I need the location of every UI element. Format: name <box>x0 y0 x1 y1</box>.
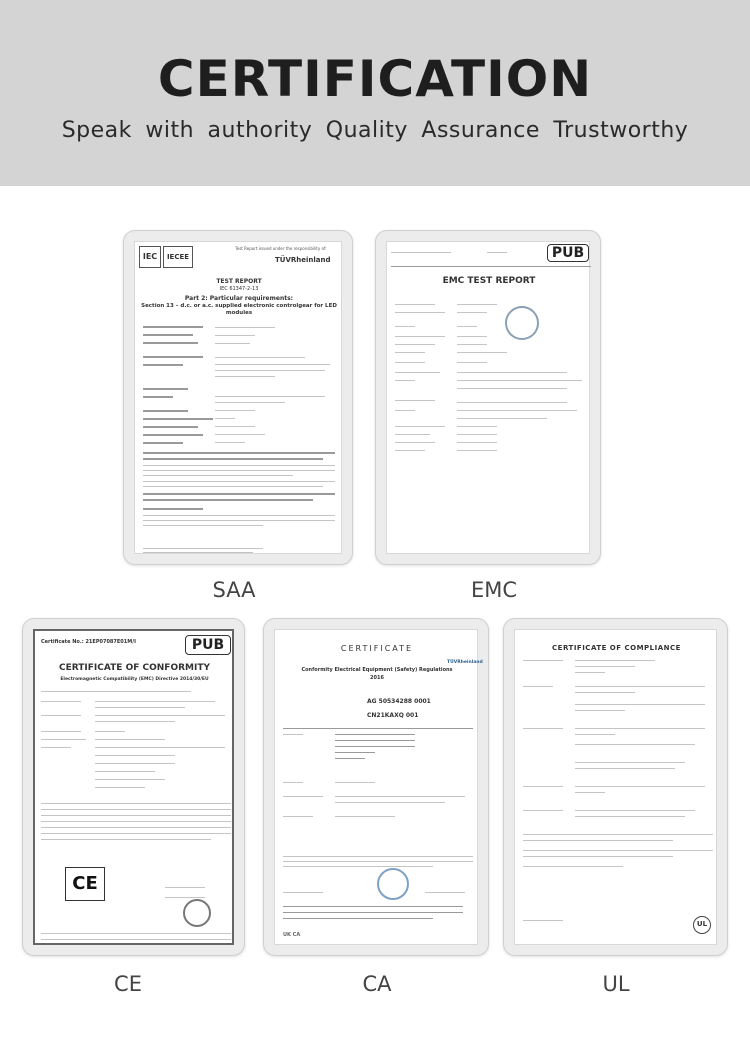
certificate-document-ce <box>33 629 234 945</box>
text-line <box>575 686 705 687</box>
text-line <box>395 362 425 363</box>
text-line <box>457 434 497 435</box>
text-line <box>143 356 203 358</box>
text-line <box>395 450 425 451</box>
text-line <box>165 887 205 888</box>
text-line <box>395 400 435 401</box>
text-line <box>575 710 625 711</box>
text-line <box>143 364 183 366</box>
text-line <box>95 747 225 748</box>
text-line <box>41 827 231 828</box>
text-line <box>523 786 563 787</box>
text-line <box>143 481 335 482</box>
certificate-document-ul <box>514 629 717 945</box>
text-line <box>283 912 463 913</box>
text-line <box>395 326 415 327</box>
text-line <box>335 746 415 747</box>
certificate-document-ca <box>274 629 483 945</box>
text-line <box>523 834 713 835</box>
text-line <box>395 304 435 305</box>
certificate-card-emc[interactable] <box>375 230 601 565</box>
text-line <box>41 739 86 740</box>
text-line <box>457 380 582 381</box>
document-title: TEST REPORT <box>216 278 262 285</box>
text-line <box>41 747 71 748</box>
text-line <box>95 701 215 702</box>
tuv-logo: TÜVRheinland <box>275 256 331 264</box>
text-line <box>283 861 473 862</box>
text-line <box>335 802 445 803</box>
text-line <box>283 782 303 783</box>
text-line <box>487 252 507 253</box>
ce-mark: CE <box>65 867 105 901</box>
certificate-document-emc <box>386 241 590 554</box>
text-line <box>395 344 435 345</box>
text-line <box>457 388 567 389</box>
text-line <box>215 442 245 443</box>
text-line <box>575 810 695 811</box>
iecee-logo: IECEE <box>163 246 193 268</box>
text-line <box>395 380 415 381</box>
certificate-card-ca[interactable] <box>263 618 489 956</box>
text-line <box>41 821 231 822</box>
text-line <box>215 426 255 427</box>
text-line <box>575 786 705 787</box>
text-line <box>215 343 250 344</box>
document-title: CERTIFICATE <box>340 644 414 653</box>
text-line <box>457 312 487 313</box>
text-line <box>283 796 323 797</box>
document-part: Part 2: Particular requirements: <box>184 295 294 302</box>
text-line <box>215 396 325 397</box>
text-line <box>283 918 433 919</box>
text-line <box>457 362 487 363</box>
text-line <box>335 796 465 797</box>
document-standard: IEC 61347-2-13 <box>219 286 259 292</box>
text-line <box>391 266 591 267</box>
text-line <box>523 850 713 851</box>
text-line <box>523 866 623 867</box>
text-line <box>283 728 473 729</box>
text-line <box>283 866 433 867</box>
text-line <box>335 782 375 783</box>
text-line <box>95 721 175 722</box>
text-line <box>575 762 685 763</box>
text-line <box>395 336 445 337</box>
text-line <box>215 434 265 435</box>
text-line <box>215 376 275 377</box>
header-banner <box>0 0 750 186</box>
text-line <box>575 704 705 705</box>
text-line <box>575 672 605 673</box>
text-line <box>575 744 695 745</box>
text-line <box>575 728 705 729</box>
text-line <box>143 552 253 553</box>
text-line <box>523 840 673 841</box>
text-line <box>523 810 563 811</box>
text-line <box>41 933 231 934</box>
text-line <box>95 707 185 708</box>
text-line <box>335 758 365 759</box>
text-line <box>41 839 211 840</box>
text-line <box>575 816 685 817</box>
text-line <box>143 508 203 510</box>
text-line <box>95 771 155 772</box>
text-line <box>143 525 263 526</box>
test-stamp <box>505 306 539 340</box>
text-line <box>457 450 497 451</box>
text-line <box>41 701 81 702</box>
text-line <box>41 815 231 816</box>
text-line <box>143 520 335 521</box>
text-line <box>283 906 463 907</box>
text-line <box>457 410 577 411</box>
text-line <box>95 715 225 716</box>
text-line <box>215 357 305 358</box>
text-line <box>143 499 313 501</box>
text-line <box>215 370 325 371</box>
text-line <box>95 779 165 780</box>
text-line <box>41 833 231 834</box>
text-line <box>457 442 497 443</box>
text-line <box>41 939 231 940</box>
certificate-card-ce[interactable] <box>22 618 245 956</box>
header-note: Test Report issued under the responsibility of: <box>235 246 327 251</box>
text-line <box>395 426 445 427</box>
document-subtitle: Electromagnetic Compatibility (EMC) Directive 2014/30/EU <box>60 677 209 682</box>
text-line <box>457 426 497 427</box>
text-line <box>283 856 473 857</box>
text-line <box>215 418 235 419</box>
text-line <box>95 763 175 764</box>
text-line <box>41 691 191 692</box>
text-line <box>143 434 203 436</box>
text-line <box>143 326 203 328</box>
text-line <box>41 715 81 716</box>
text-line <box>457 402 567 403</box>
text-line <box>95 731 125 732</box>
text-line <box>575 768 675 769</box>
text-line <box>95 755 175 756</box>
text-line <box>283 892 323 893</box>
certificate-label-ul: UL <box>602 972 630 996</box>
text-line <box>395 442 435 443</box>
text-line <box>575 734 615 735</box>
report-number: CN21KAXQ 001 <box>367 712 419 719</box>
certificate-number: Certificate No.: 21EP07087E01M/I <box>41 639 136 645</box>
text-line <box>457 326 477 327</box>
ul-mark: UL <box>693 916 711 934</box>
text-line <box>143 396 173 398</box>
text-line <box>575 692 635 693</box>
text-line <box>395 434 430 435</box>
text-line <box>283 734 303 735</box>
text-line <box>143 548 263 549</box>
pub-badge: PUB <box>547 244 589 262</box>
certificate-card-ul[interactable] <box>503 618 728 956</box>
text-line <box>143 465 335 466</box>
text-line <box>143 410 188 412</box>
text-line <box>143 418 213 420</box>
text-line <box>457 344 487 345</box>
text-line <box>143 458 323 460</box>
text-line <box>41 731 81 732</box>
tuv-seal <box>377 868 409 900</box>
text-line <box>143 334 193 336</box>
document-title: CERTIFICATE OF CONFORMITY <box>59 663 210 673</box>
text-line <box>457 372 567 373</box>
certificate-label-saa: SAA <box>212 578 256 602</box>
text-line <box>143 515 335 516</box>
document-section: Section 13 – d.c. or a.c. supplied electronic controlgear for LED modules <box>141 303 337 316</box>
text-line <box>395 312 445 313</box>
text-line <box>215 327 275 328</box>
text-line <box>95 739 165 740</box>
certificate-card-saa[interactable] <box>123 230 353 565</box>
text-line <box>575 660 655 661</box>
text-line <box>215 335 255 336</box>
text-line <box>457 336 487 337</box>
text-line <box>41 803 231 804</box>
text-line <box>523 660 563 661</box>
text-line <box>143 388 188 390</box>
tuv-logo: TÜVRheinland <box>447 660 483 665</box>
text-line <box>215 402 285 403</box>
text-line <box>215 410 255 411</box>
certificate-label-ca: CA <box>362 972 392 996</box>
text-line <box>143 442 183 444</box>
text-line <box>395 372 440 373</box>
text-line <box>143 475 293 476</box>
text-line <box>395 352 425 353</box>
page-title: CERTIFICATION <box>157 50 593 108</box>
pub-badge: PUB <box>185 635 231 655</box>
registration-number: AG 50534288 0001 <box>367 698 431 705</box>
text-line <box>523 856 673 857</box>
text-line <box>395 410 415 411</box>
text-line <box>575 666 635 667</box>
text-line <box>523 920 563 921</box>
text-line <box>523 686 553 687</box>
text-line <box>143 342 198 344</box>
text-line <box>143 426 198 428</box>
certificate-document-saa <box>134 241 342 554</box>
text-line <box>143 452 335 454</box>
text-line <box>335 752 375 753</box>
text-line <box>457 304 497 305</box>
company-stamp <box>183 899 211 927</box>
document-title: CERTIFICATE OF COMPLIANCE <box>552 644 681 652</box>
document-subtitle: Conformity Electrical Equipment (Safety) Regulations 2016 <box>301 667 453 681</box>
text-line <box>391 252 451 253</box>
text-line <box>425 892 465 893</box>
text-line <box>335 816 395 817</box>
text-line <box>41 809 231 810</box>
certificate-label-ce: CE <box>114 972 142 996</box>
certificate-label-emc: EMC <box>470 578 518 602</box>
text-line <box>215 364 330 365</box>
text-line <box>143 470 335 471</box>
ukca-mark: UK CA <box>283 932 301 938</box>
text-line <box>335 740 415 741</box>
text-line <box>283 816 313 817</box>
page-subtitle: Speak with authority Quality Assurance Trustworthy <box>61 118 689 143</box>
text-line <box>457 418 547 419</box>
text-line <box>457 352 507 353</box>
text-line <box>523 728 563 729</box>
text-line <box>335 734 415 735</box>
document-title: EMC TEST REPORT <box>442 276 536 286</box>
iec-logo: IEC <box>139 246 161 268</box>
text-line <box>575 792 605 793</box>
text-line <box>143 493 335 495</box>
text-line <box>143 486 323 487</box>
text-line <box>95 787 145 788</box>
text-line <box>165 897 205 898</box>
